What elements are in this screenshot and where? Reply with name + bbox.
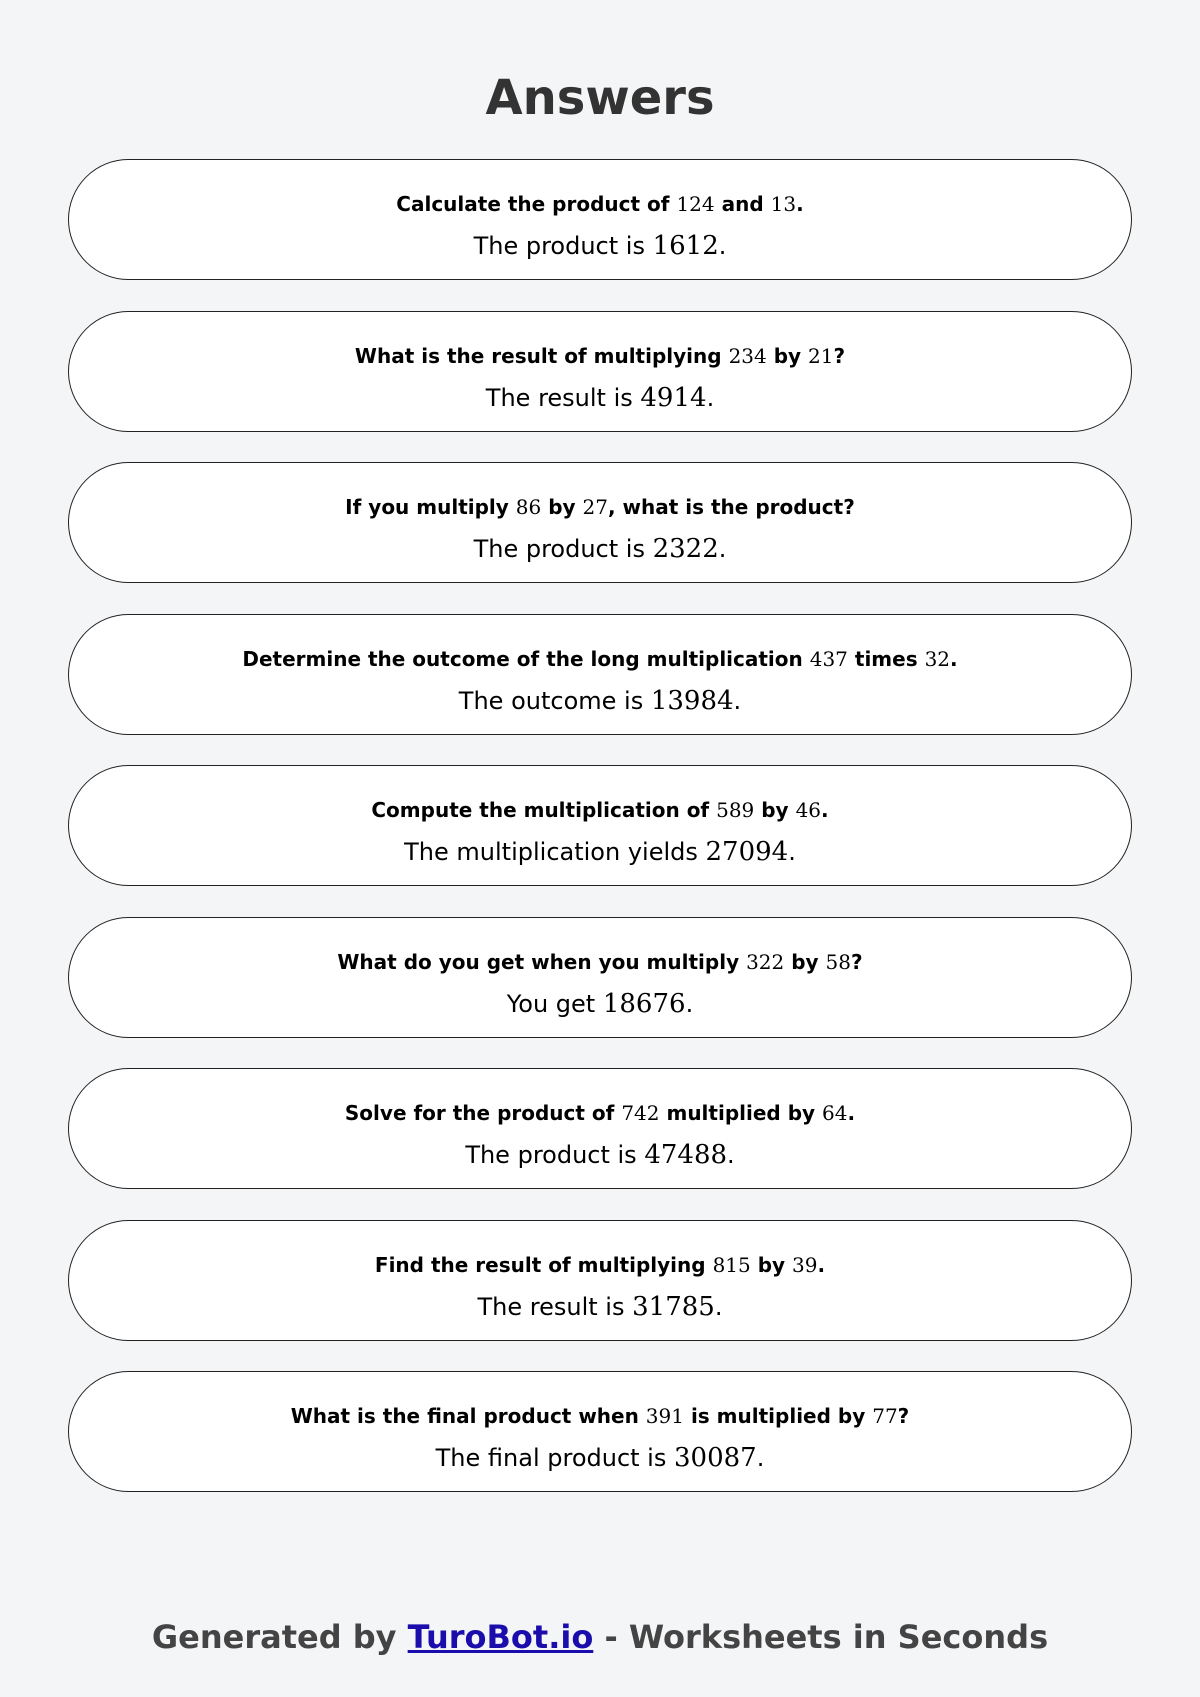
footer-prefix: Generated by (151, 1618, 408, 1656)
question-text-part: is multiplied by (683, 1404, 873, 1428)
answer-card (68, 159, 1132, 280)
footer-suffix: - Worksheets in Seconds (593, 1618, 1049, 1656)
question-number: 322 (746, 949, 785, 974)
question-text-part: What do you get when you multiply (337, 949, 747, 974)
answer-number: 30087 (673, 1443, 757, 1473)
answer-card (68, 917, 1132, 1038)
question-text (69, 494, 1131, 520)
answer-text (69, 383, 1131, 413)
question-number: 742 (621, 1101, 660, 1125)
question-text (69, 1403, 1131, 1429)
question-text (69, 949, 1131, 975)
question-number: 64 (822, 1101, 848, 1125)
question-text-part: , what is the product? (607, 495, 855, 519)
answer-text-part: The outcome is (458, 686, 651, 715)
answer-card (68, 462, 1132, 583)
question-text-part: by (766, 343, 809, 368)
answer-text-part: . (727, 1141, 735, 1169)
question-text-part: by (754, 798, 796, 822)
question-text (69, 1100, 1131, 1126)
answer-text (69, 534, 1131, 564)
question-text-part: What is the final product when (290, 1404, 646, 1428)
page-title: Answers (485, 70, 715, 126)
question-text-part: Solve for the product of (344, 1101, 622, 1125)
question-text-part: What is the result of multiplying (354, 343, 729, 368)
answer-text (69, 1443, 1131, 1473)
answer-text-part: You get (506, 989, 603, 1018)
question-number: 21 (808, 343, 834, 368)
question-number: 815 (712, 1252, 751, 1277)
answer-text-part: The result is (477, 1292, 633, 1321)
question-number: 58 (825, 949, 851, 974)
question-text-part: ? (833, 343, 846, 368)
question-text-part: Compute the multiplication of (371, 798, 717, 822)
answer-text-part: . (714, 1292, 723, 1321)
question-number: 27 (582, 495, 608, 519)
question-number: 13 (770, 192, 797, 216)
answer-card (68, 1220, 1132, 1341)
answer-text-part: The final product is (435, 1444, 674, 1472)
answer-number: 31785 (632, 1291, 715, 1322)
question-number: 437 (809, 646, 848, 671)
question-text (69, 191, 1131, 217)
question-text-part: . (796, 192, 804, 216)
answers-list (68, 159, 1132, 1523)
answer-card (68, 765, 1132, 886)
question-text-part: ? (897, 1404, 910, 1428)
answer-text-part: . (756, 1444, 765, 1472)
footer (0, 1617, 1200, 1657)
answer-text-part: The product is (473, 535, 653, 563)
answer-card (68, 1068, 1132, 1189)
answer-card (68, 311, 1132, 432)
question-number: 124 (676, 192, 715, 216)
question-number: 86 (515, 495, 542, 519)
answer-text-part: The multiplication yields (404, 838, 706, 866)
question-text (69, 1252, 1131, 1278)
question-text (69, 343, 1131, 369)
answer-card (68, 614, 1132, 735)
answer-text (69, 837, 1131, 867)
question-text-part: by (784, 949, 826, 974)
question-number: 32 (924, 646, 951, 671)
question-text-part: Calculate the product of (396, 192, 677, 216)
question-number: 234 (728, 343, 767, 368)
answer-text (69, 231, 1131, 261)
answer-text-part: . (685, 989, 694, 1018)
answer-number: 4914 (640, 382, 707, 413)
question-text-part: by (541, 495, 583, 519)
answer-text (69, 1292, 1131, 1322)
answer-text (69, 686, 1131, 716)
answer-number: 2322 (652, 534, 719, 564)
question-text-part: and (714, 192, 771, 216)
answer-text-part: The result is (485, 383, 641, 412)
question-text (69, 646, 1131, 672)
answer-text-part: . (718, 232, 727, 260)
answer-text (69, 1140, 1131, 1170)
answer-text-part: . (718, 535, 727, 563)
answer-number: 47488 (644, 1140, 728, 1170)
question-number: 589 (716, 798, 755, 822)
question-number: 77 (872, 1404, 898, 1428)
answer-number: 13984 (650, 685, 734, 716)
question-number: 391 (645, 1404, 684, 1428)
question-number: 39 (792, 1252, 818, 1277)
turobot-link[interactable]: TuroBot.io (407, 1618, 594, 1656)
answer-text-part: The product is (465, 1141, 645, 1169)
answer-text-part: . (706, 383, 715, 412)
question-text-part: . (847, 1101, 856, 1125)
question-text (69, 797, 1131, 823)
question-text-part: Find the result of multiplying (374, 1252, 713, 1277)
answer-text (69, 989, 1131, 1019)
question-text-part: multiplied by (659, 1101, 823, 1125)
question-text-part: by (750, 1252, 793, 1277)
answer-number: 27094 (705, 837, 789, 867)
answer-text-part: The product is (473, 232, 653, 260)
question-text-part: . (821, 798, 829, 822)
question-text-part: . (950, 646, 958, 671)
question-text-part: If you multiply (345, 495, 516, 519)
answer-number: 18676 (602, 988, 686, 1019)
question-text-part: times (847, 646, 925, 671)
question-text-part: . (817, 1252, 826, 1277)
question-text-part: Determine the outcome of the long multiplication (242, 646, 810, 671)
answer-card (68, 1371, 1132, 1492)
answer-number: 1612 (652, 231, 719, 261)
question-number: 46 (795, 798, 822, 822)
answer-text-part: . (788, 838, 796, 866)
answer-text-part: . (733, 686, 742, 715)
question-text-part: ? (851, 949, 863, 974)
